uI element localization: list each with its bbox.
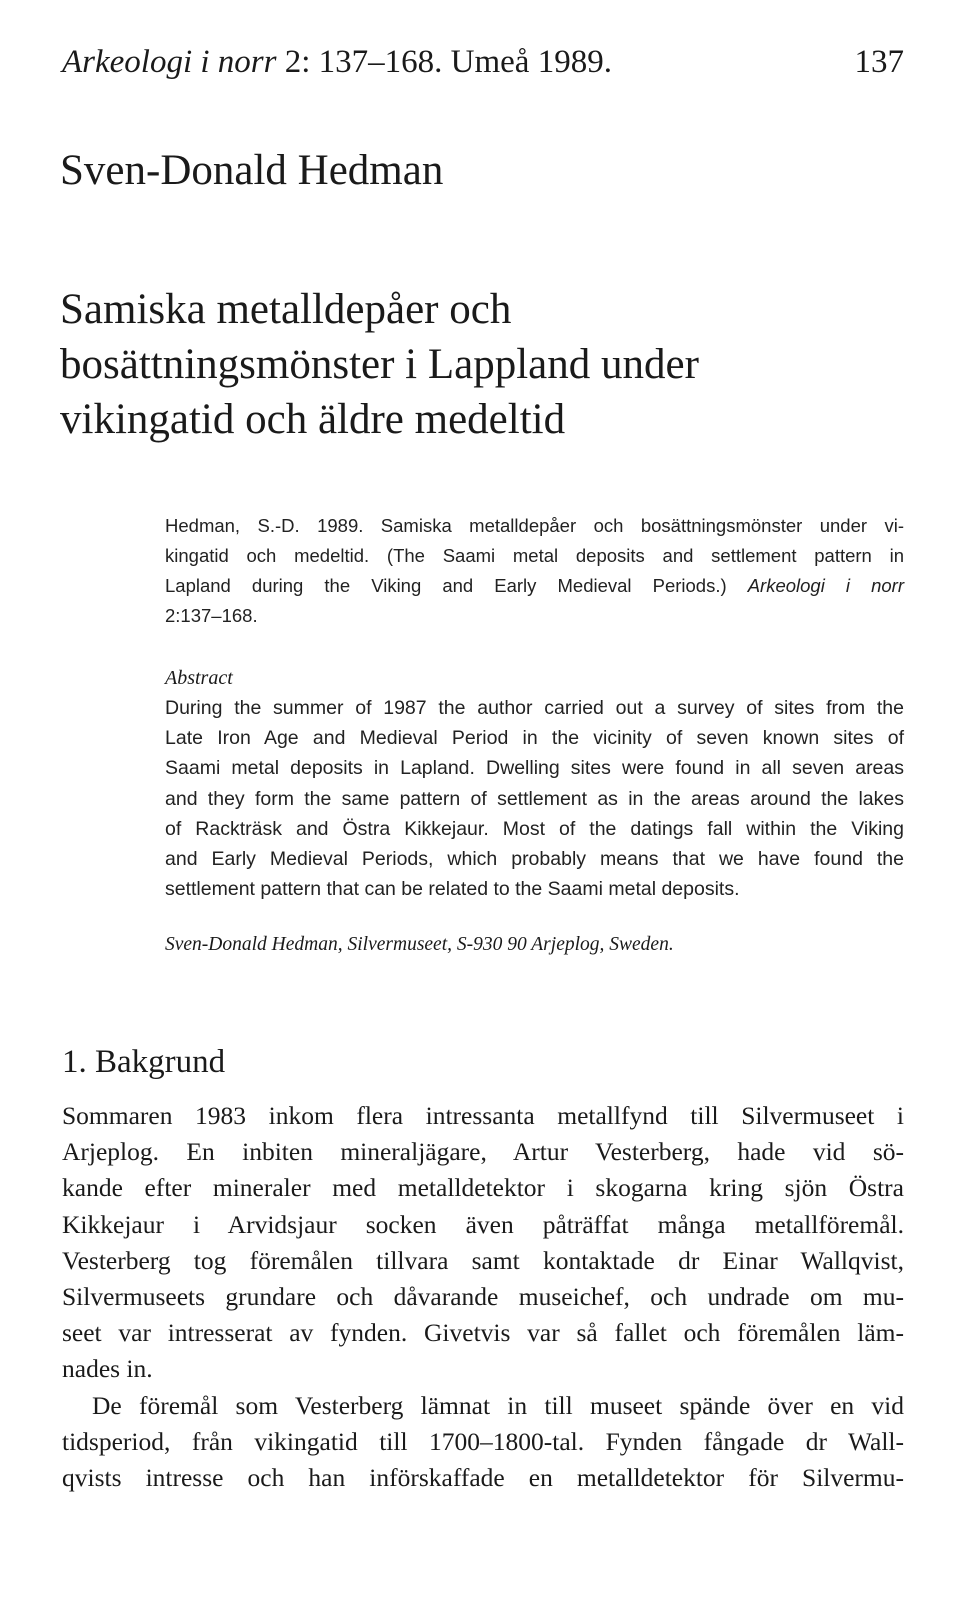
citation-line (165, 571, 904, 601)
journal-name: Arkeologi i norr (62, 44, 277, 80)
body-line: seet var intresserat av fynden. Givetvis var så fallet och föremålen läm- (62, 1318, 904, 1348)
author-address: Sven-Donald Hedman, Silvermuseet, S-930 90 Arjeplog, Sweden. (165, 934, 674, 955)
body-line: Silvermuseets grundare och dåvarande museichef, och undrade om mu- (62, 1281, 904, 1311)
abstract-line: and they form the same pattern of settlement as in the areas around the lakes (165, 787, 904, 810)
title-line: Samiska metalldepåer och (60, 286, 512, 333)
body-line: Vesterberg tog föremålen tillvara samt kontaktade dr Einar Wallqvist, (62, 1245, 904, 1275)
running-header (62, 40, 904, 84)
abstract-text (165, 693, 904, 904)
author-name: Sven-Donald Hedman (60, 147, 444, 194)
page-number: 137 (854, 44, 904, 80)
abstract-line: During the summer of 1987 the author carried out a survey of sites from the (165, 697, 904, 719)
abstract-line: of Rackträsk and Östra Kikkejaur. Most of the datings fall within the Viking (165, 817, 904, 840)
citation-line: Hedman, S.-D. 1989. Samiska metalldepåer och bosättningsmönster under vi- (165, 515, 904, 536)
abstract-line: and Early Medieval Periods, which probably means that we have found the (165, 847, 904, 870)
citation-block (165, 511, 904, 631)
journal-issue: 2: 137–168. Umeå 1989. (276, 44, 612, 80)
abstract-line: Late Iron Age and Medieval Period in the vicinity of seven known sites of (165, 727, 904, 750)
abstract-line: settlement pattern that can be related to the Saami metal deposits. (165, 878, 740, 901)
title-line: vikingatid och äldre medeltid (60, 396, 566, 443)
section-heading: 1. Bakgrund (62, 1044, 226, 1080)
body-line: Kikkejaur i Arvidsjaur socken även påträffat många metallföremål. (62, 1209, 904, 1239)
body-line: qvists intresse och han införskaffade en metalldetektor för Silvermu- (62, 1462, 904, 1492)
body-line: nades in. (62, 1354, 153, 1384)
body-line: kande efter mineraler med metalldetektor i skogarna kring sjön Östra (62, 1173, 904, 1203)
body-text (62, 1098, 904, 1496)
citation-journal: Arkeologi i norr (747, 575, 904, 596)
body-line: Arjeplog. En inbiten mineraljägare, Artur Vesterberg, hade vid sö- (62, 1137, 904, 1167)
abstract-heading: Abstract (165, 667, 233, 689)
article-title (60, 282, 900, 447)
citation-line: kingatid och medeltid. (The Saami metal deposits and settlement pattern in (165, 545, 904, 566)
body-line: Sommaren 1983 inkom flera intressanta metallfynd till Silvermuseet i (62, 1101, 904, 1130)
body-line: De föremål som Vesterberg lämnat in till museet spände över en vid (92, 1390, 904, 1420)
body-line: tidsperiod, från vikingatid till 1700–1800-tal. Fynden fångade dr Wall- (62, 1426, 904, 1456)
citation-text: Lapland during the Viking and Early Medieval Periods.) (165, 575, 748, 596)
abstract-line: Saami metal deposits in Lapland. Dwelling sites were found in all seven areas (165, 757, 904, 780)
citation-line: 2:137–168. (165, 605, 258, 626)
title-line: bosättningsmönster i Lappland under (60, 341, 699, 388)
